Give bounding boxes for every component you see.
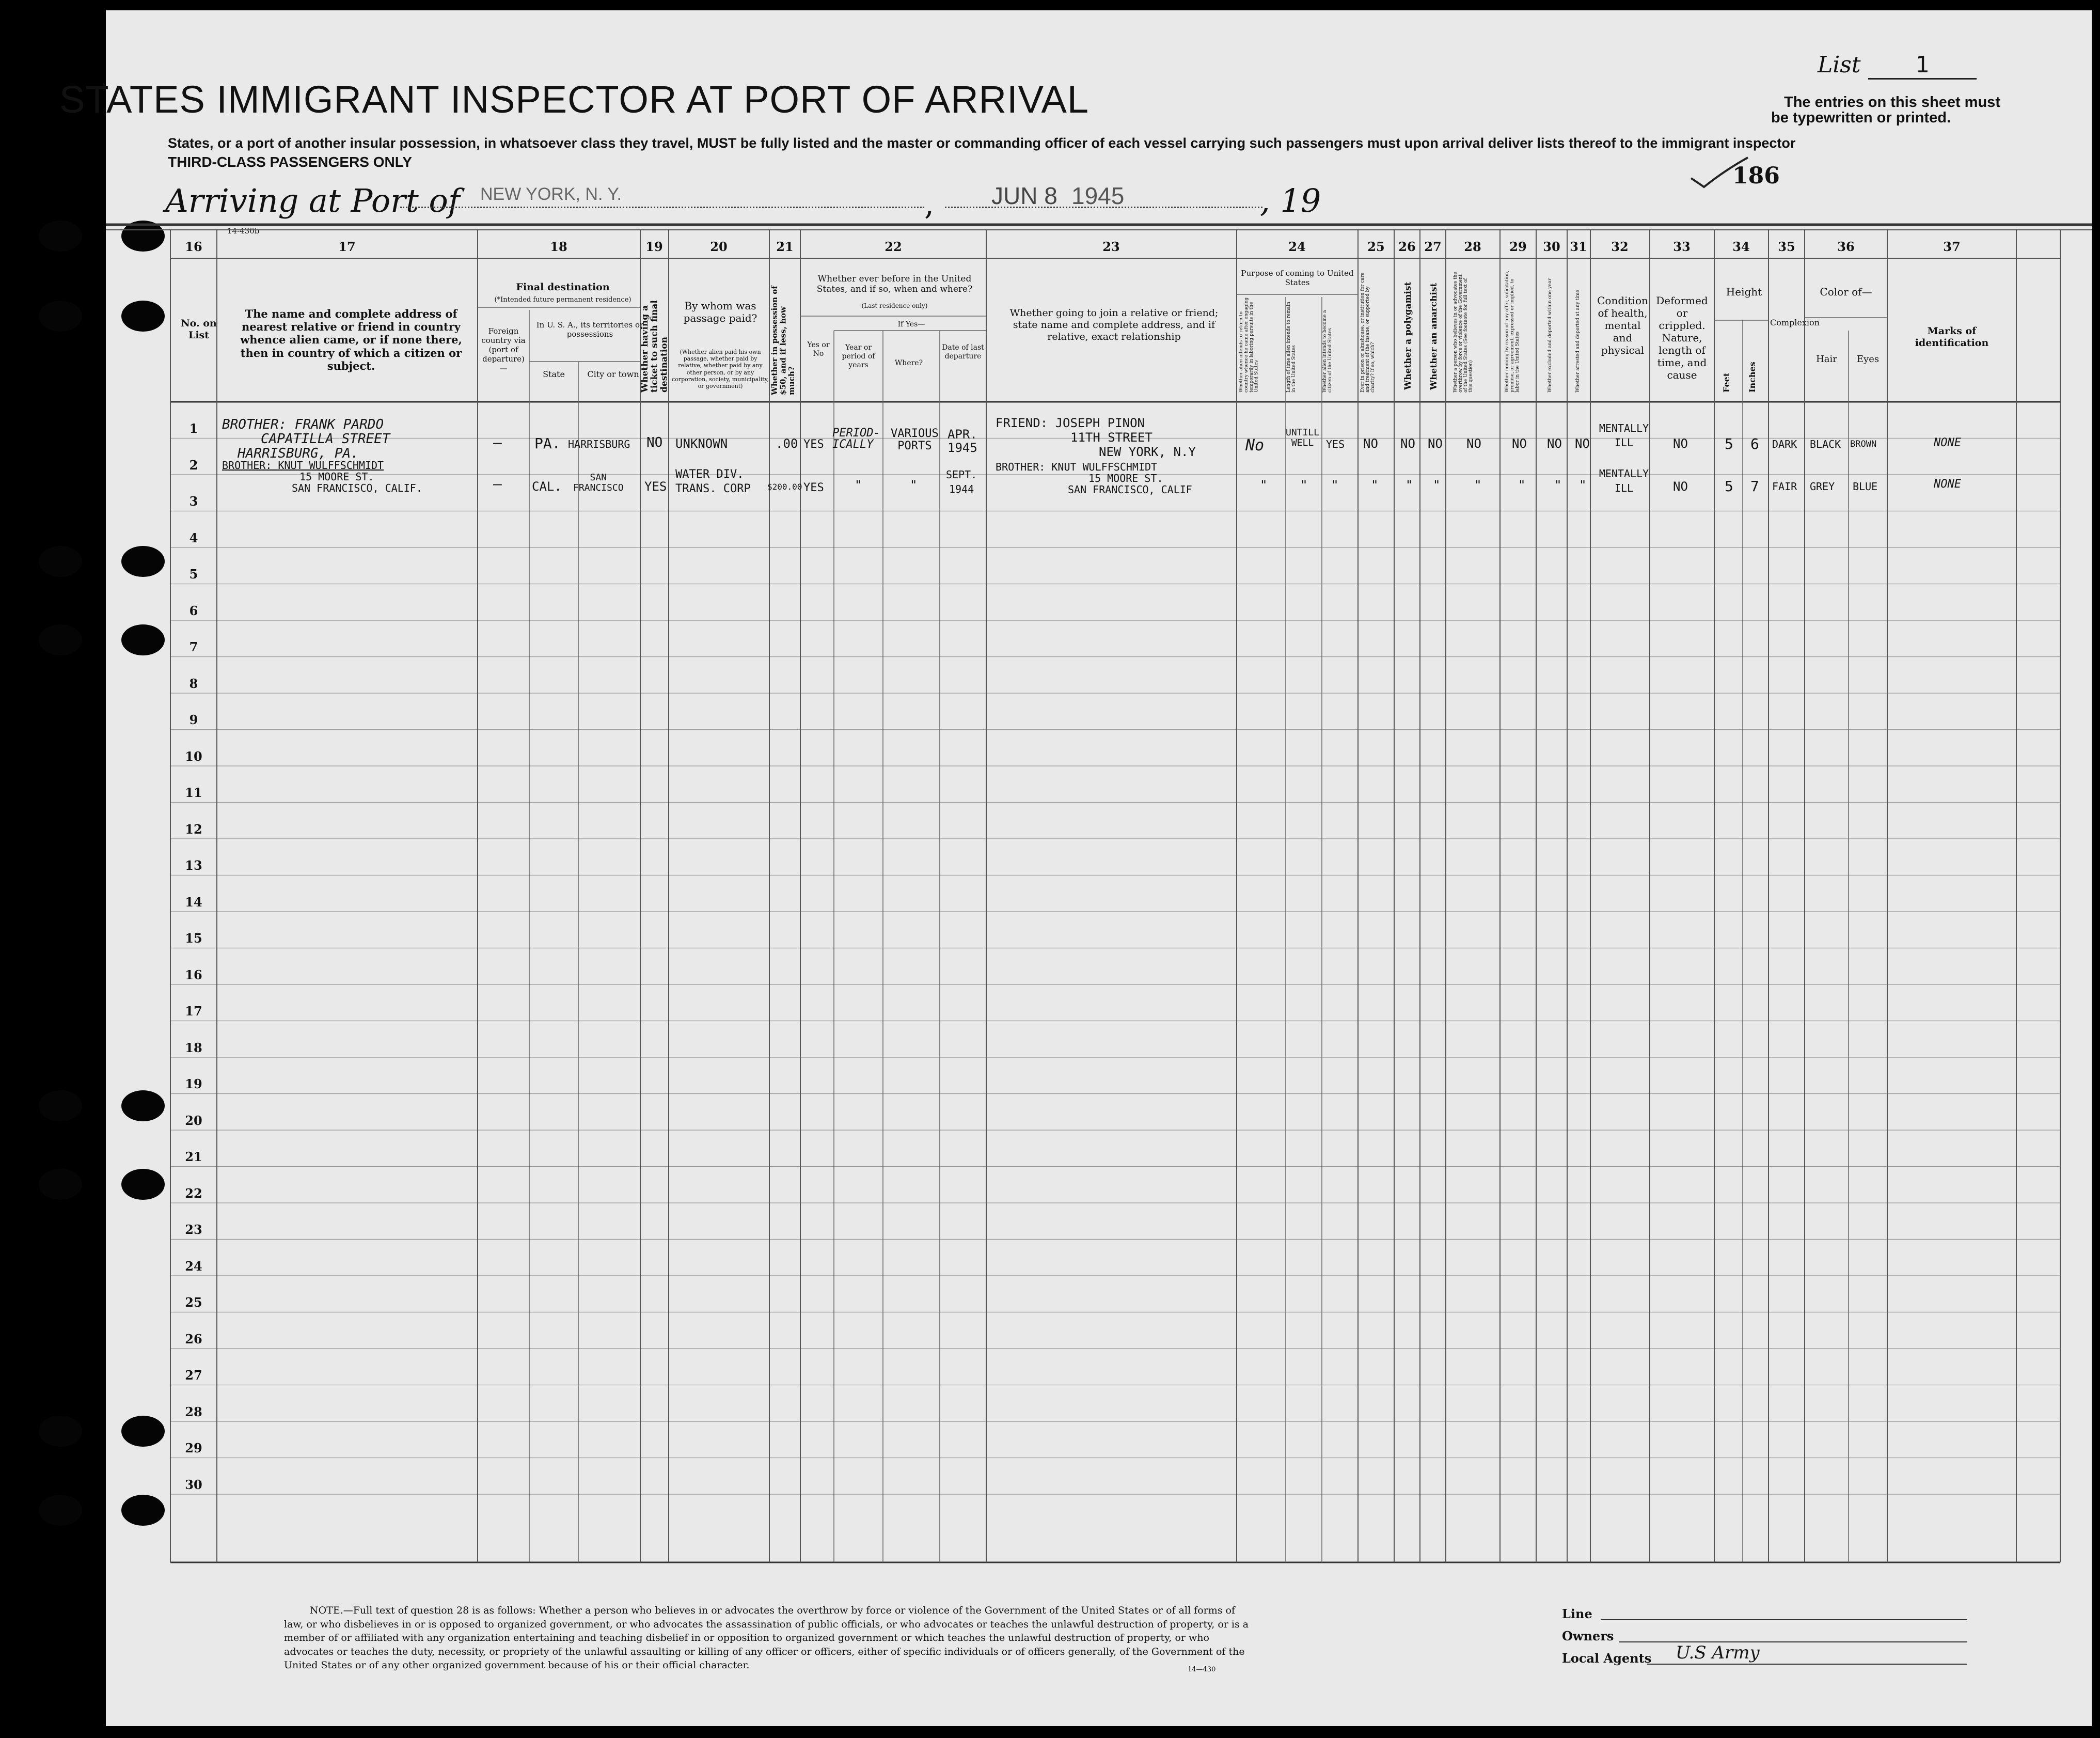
header-height: Height	[1726, 286, 1762, 298]
col29: NO	[1512, 436, 1527, 451]
col31: NO	[1575, 436, 1590, 451]
header-complexion: Complexion	[1770, 318, 1820, 327]
where	[891, 428, 939, 452]
column-number: 20	[710, 239, 728, 254]
header-state: State	[543, 369, 565, 379]
row-number: 22	[185, 1185, 202, 1201]
header-ever-before-sub: (Last residence only)	[861, 302, 928, 309]
column-number: 23	[1102, 239, 1120, 254]
period-line: PERIOD-	[832, 427, 880, 440]
going-to-join	[996, 416, 1196, 459]
column-number: 37	[1943, 239, 1961, 254]
header-in-usa: In U. S. A., its territories or possessions	[536, 320, 644, 339]
purpose-b-line: UNTILL	[1286, 427, 1320, 438]
form-code-top: 14-430b	[227, 226, 260, 236]
row-number: 5	[189, 567, 198, 582]
row-number: 10	[185, 748, 202, 764]
where-line: VARIOUS	[891, 427, 939, 440]
header-q28: Whether a person who believes in or advocates the overthrow by force or violence of the Government of the United States (See footnote for full text of this question)	[1453, 272, 1474, 393]
header-city: City or town	[587, 369, 639, 379]
hair: GREY	[1810, 480, 1835, 493]
period-line: ICALLY	[832, 438, 874, 451]
row-number: 13	[185, 858, 202, 873]
row-number: 8	[189, 676, 198, 691]
header-hair: Hair	[1816, 354, 1837, 365]
col25: NO	[1363, 436, 1378, 451]
period	[832, 428, 880, 450]
city	[573, 473, 624, 493]
ditto-25: "	[1371, 478, 1379, 492]
comma: ,	[924, 186, 935, 222]
header-foreign-country: Foreign country via (port of departure)—	[481, 326, 526, 373]
relative-address-2	[222, 460, 422, 494]
port-stamp: NEW YORK, N. Y.	[480, 184, 622, 204]
header-purpose-b: Length of time alien intends to remain in the United States	[1286, 302, 1297, 393]
row-number: 27	[185, 1368, 202, 1383]
line-rule	[1601, 1619, 1967, 1620]
header-passage-paid-sub: (Whether alien paid his own passage, whether paid by relative, whether paid by any other person, or by any corporation, society, municipality, or government)	[672, 349, 769, 389]
relative-line: CAPATILLA STREET	[261, 431, 390, 447]
header-relative-address: The name and complete address of nearest relative or friend in country whence alien came, or if none there, then in country of which a citizen or subject.	[240, 307, 462, 372]
state: PA.	[534, 435, 561, 452]
relative-line: BROTHER: KNUT WULFFSCHMIDT	[222, 459, 384, 472]
header-period: Year or period of years	[842, 343, 875, 369]
column-number: 21	[776, 239, 794, 254]
header-color: Color of—	[1820, 286, 1872, 298]
date-departure	[946, 467, 977, 496]
city-line: FRANCISCO	[573, 482, 624, 493]
header-purpose-a: Whether alien intends to return to country whence he came after engaging temporarily in laboring pursuits in the United States	[1239, 297, 1259, 393]
before-yes-no: YES	[803, 481, 824, 494]
health	[1598, 421, 1650, 450]
header-purpose: Purpose of coming to United States	[1241, 269, 1354, 287]
health	[1598, 466, 1650, 495]
inches: 6	[1750, 435, 1759, 452]
agents-label: Local Agents	[1562, 1651, 1652, 1666]
header-health: Condition of health, mental and physical	[1597, 294, 1648, 356]
date-stamp-month-day: JUN 8	[991, 182, 1057, 209]
health-line: MENTALLY	[1599, 467, 1649, 480]
header-no-on-list: No. on List	[181, 318, 217, 341]
where: "	[910, 478, 918, 492]
row-number: 20	[185, 1113, 202, 1128]
header-where: Where?	[894, 359, 923, 367]
date-stamp-year: 1945	[1071, 182, 1125, 209]
ditto-30: "	[1554, 478, 1562, 492]
row-number: 6	[189, 603, 198, 618]
line-label: Line	[1562, 1606, 1592, 1621]
header-yes-no: Yes or No	[807, 341, 830, 358]
row-number: 24	[185, 1258, 202, 1274]
ditto-31: "	[1579, 478, 1587, 492]
ticket: NO	[646, 435, 663, 450]
relative-address-1	[222, 417, 390, 461]
header-going-to-join: Whether going to join a relative or friend; state name and complete address, and if relative, exact relationship	[1009, 307, 1219, 342]
footnote-q28: NOTE.—Full text of question 28 is as follows: Whether a person who believes in or advocates the overthrow by force or violence of the Government of the United States or of all forms of law, or who disbelieves in or is opposed to organized government, or who advocates the assassination of public officials, or who advocates or teaches the unlawful destruction of property, or is a member of or affiliated with any organization entertaining and teaching disbelief in or opposition to organized government or which teaches the unlawful destruction of property, or who advocates or teaches the duty, necessity, or propriety of the unlawful assaulting or killing of any officer or officers, either of specific individuals or of officers generally, of the Government of the United States or of any other organized government because of his or their official character.	[284, 1605, 1249, 1671]
paid-line: WATER DIV.	[675, 468, 744, 481]
date-line: SEPT.	[946, 468, 977, 481]
inches: 7	[1750, 478, 1759, 495]
header-if-yes: If Yes—	[897, 320, 925, 328]
ditto-24a: "	[1260, 478, 1268, 492]
feet: 5	[1725, 478, 1733, 495]
relative-line: 15 MOORE ST.	[299, 471, 374, 483]
column-number: 29	[1509, 239, 1527, 254]
join-line: 11TH STREET	[1070, 430, 1152, 445]
row-number: 18	[185, 1040, 202, 1055]
col26: NO	[1400, 436, 1415, 451]
row-number: 4	[189, 530, 198, 545]
join-line: NEW YORK, N.Y	[1099, 445, 1196, 459]
header-final-destination: Final destination	[516, 281, 610, 293]
header-q31: Whether arrested and deported at any time	[1575, 290, 1581, 393]
row-number: 26	[185, 1331, 202, 1346]
date-line: 1945	[948, 441, 977, 455]
header-date-departure: Date of last departure	[942, 343, 984, 361]
row-number: 29	[185, 1440, 202, 1455]
ditto-29: "	[1518, 478, 1526, 492]
column-number: 27	[1424, 239, 1442, 254]
header-polygamist: Whether a polygamist	[1403, 281, 1413, 390]
column-number: 19	[645, 239, 663, 254]
money: $200.00	[767, 482, 802, 492]
header-money: Whether in possession of $50, and if less, how much?	[770, 286, 796, 395]
date-line: 1944	[949, 483, 974, 495]
relative-line: HARRISBURG, PA.	[238, 446, 359, 461]
row-number: 3	[189, 494, 198, 509]
header-ever-before: Whether ever before in the United States, and if so, when and where?	[816, 274, 973, 295]
column-number: 30	[1543, 239, 1560, 254]
purpose-c: YES	[1326, 438, 1345, 450]
state: CAL.	[532, 479, 562, 494]
row-number: 7	[189, 639, 198, 654]
column-number: 31	[1570, 239, 1587, 254]
owners-field	[1562, 1629, 1614, 1643]
column-number: 24	[1288, 239, 1306, 254]
purpose-b	[1286, 428, 1319, 448]
relative-line: BROTHER: FRANK PARDO	[222, 417, 384, 432]
line-field	[1562, 1606, 1592, 1621]
col27: NO	[1428, 436, 1443, 451]
paid-line: TRANS. CORP	[675, 482, 751, 495]
year-prefix: , 19	[1260, 182, 1321, 220]
foreign-via: —	[493, 434, 502, 451]
deformed: NO	[1673, 436, 1688, 451]
row-number: 17	[185, 1004, 202, 1019]
header-ticket: Whether having a ticket to such final destination	[640, 300, 670, 393]
page-title: STATES IMMIGRANT INSPECTOR AT PORT OF ARRIVAL	[59, 78, 1090, 121]
column-number: 17	[338, 239, 356, 254]
join-line: FRIEND: JOSEPH PINON	[996, 416, 1145, 430]
row-number: 1	[189, 421, 198, 436]
header-inches: Inches	[1747, 362, 1757, 393]
paid-by: UNKNOWN	[675, 436, 728, 451]
city-line: SAN	[590, 472, 607, 483]
col30: NO	[1547, 436, 1562, 451]
going-to-join	[996, 461, 1192, 495]
header-q29: Whether coming by reason of any offer, solicitation, promise, or agreement, expressed or implied, to labor in the United States	[1505, 270, 1520, 393]
owners-rule	[1619, 1641, 1967, 1642]
marks: NONE	[1934, 436, 1961, 449]
instructions-line-1: States, or a port of another insular possession, in whatsoever class they travel, MUST be fully listed and the master or commanding officer of each vessel carrying such passengers must upon arrival deliver lists thereof to the immigrant inspector	[168, 135, 1796, 151]
column-number: 28	[1464, 239, 1481, 254]
row-number: 16	[185, 967, 202, 982]
marks: NONE	[1934, 478, 1961, 491]
row-number: 25	[185, 1295, 202, 1310]
agents-field	[1562, 1651, 1651, 1666]
health-line: ILL	[1614, 436, 1634, 449]
ditto-27: "	[1433, 478, 1441, 492]
owners-label: Owners	[1562, 1629, 1614, 1643]
join-line: BROTHER: KNUT WULFFSCHMIDT	[996, 461, 1158, 473]
agents-rule	[1647, 1664, 1967, 1665]
row-number: 9	[189, 712, 198, 727]
list-label: List	[1818, 52, 1861, 78]
feet: 5	[1725, 435, 1733, 452]
header-deformed: Deformed or crippled. Nature, length of time, and cause	[1656, 294, 1708, 381]
date-line: APR.	[948, 427, 977, 442]
hair: BLACK	[1810, 438, 1841, 450]
purpose-a: No	[1245, 436, 1265, 455]
header-purpose-c: Whether alien intends to become a citizen of the United States	[1322, 310, 1333, 393]
money: .00	[776, 436, 798, 451]
column-number: 18	[550, 239, 567, 254]
typewritten-note-1: The entries on this sheet must	[1784, 94, 2000, 111]
before-yes-no: YES	[803, 438, 824, 451]
ditto-24c: "	[1331, 478, 1339, 492]
complexion: FAIR	[1772, 480, 1797, 493]
header-anarchist: Whether an anarchist	[1429, 283, 1439, 390]
column-number: 33	[1673, 239, 1691, 254]
city: HARRISBURG	[568, 438, 630, 450]
deformed: NO	[1673, 479, 1688, 494]
header-q30: Whether excluded and deported within one year	[1548, 278, 1553, 393]
column-number: 26	[1398, 239, 1416, 254]
health-line: ILL	[1614, 482, 1634, 494]
year-prefix-text: 19	[1280, 182, 1321, 220]
paid-by	[675, 467, 751, 496]
column-number: 25	[1367, 239, 1385, 254]
relative-line: SAN FRANCISCO, CALIF.	[292, 482, 422, 494]
column-number: 36	[1837, 239, 1855, 254]
ditto-26: "	[1406, 478, 1413, 492]
row-number: 15	[185, 931, 202, 946]
where-line: PORTS	[897, 440, 932, 452]
column-number: 34	[1732, 239, 1750, 254]
complexion: DARK	[1772, 438, 1797, 450]
sheet-number: 186	[1732, 163, 1780, 189]
health-line: MENTALLY	[1599, 422, 1649, 434]
foreign-via: —	[493, 475, 502, 492]
arriving-label: Arriving at Port of	[165, 182, 460, 220]
row-number: 21	[185, 1149, 202, 1164]
header-prison: Ever in prison or almshouse, or institution for care and treatment of the insane, or supported by charity? If so, which?	[1360, 272, 1376, 393]
header-passage-paid: By whom was passage paid?	[683, 300, 757, 324]
row-number: 14	[185, 894, 202, 910]
list-number: 1	[1868, 52, 1977, 80]
row-number: 28	[185, 1404, 202, 1419]
typewritten-note-2: be typewritten or printed.	[1771, 109, 1951, 126]
row-number: 2	[189, 457, 198, 473]
row-number: 19	[185, 1076, 202, 1091]
ditto-24b: "	[1300, 478, 1308, 492]
purpose-b-line: WELL	[1291, 437, 1314, 448]
ditto-28: "	[1474, 478, 1482, 492]
ticket: YES	[644, 479, 667, 494]
column-number: 22	[885, 239, 902, 254]
header-marks: Marks of identification	[1915, 325, 1989, 349]
eyes: BLUE	[1853, 480, 1878, 493]
column-number: 32	[1611, 239, 1629, 254]
period: "	[855, 478, 862, 492]
column-number: 35	[1778, 239, 1795, 254]
date-departure	[948, 428, 977, 455]
join-line: 15 MOORE ST.	[1088, 472, 1163, 484]
instructions-line-2: THIRD-CLASS PASSENGERS ONLY	[168, 154, 412, 170]
col28: NO	[1466, 436, 1481, 451]
join-line: SAN FRANCISCO, CALIF	[1068, 483, 1192, 496]
row-number: 30	[185, 1477, 202, 1492]
row-number: 11	[185, 785, 202, 800]
header-eyes: Eyes	[1856, 354, 1880, 365]
header-feet: Feet	[1722, 372, 1731, 393]
column-number: 16	[185, 239, 202, 254]
header-final-destination-sub: (*Intended future permanent residence)	[494, 296, 631, 304]
agents-value: U.S Army	[1676, 1642, 1760, 1663]
row-number: 23	[185, 1222, 202, 1237]
eyes: BROWN	[1850, 439, 1877, 449]
row-number: 12	[185, 821, 202, 837]
form-code-bottom: 14—430	[1188, 1666, 1216, 1673]
